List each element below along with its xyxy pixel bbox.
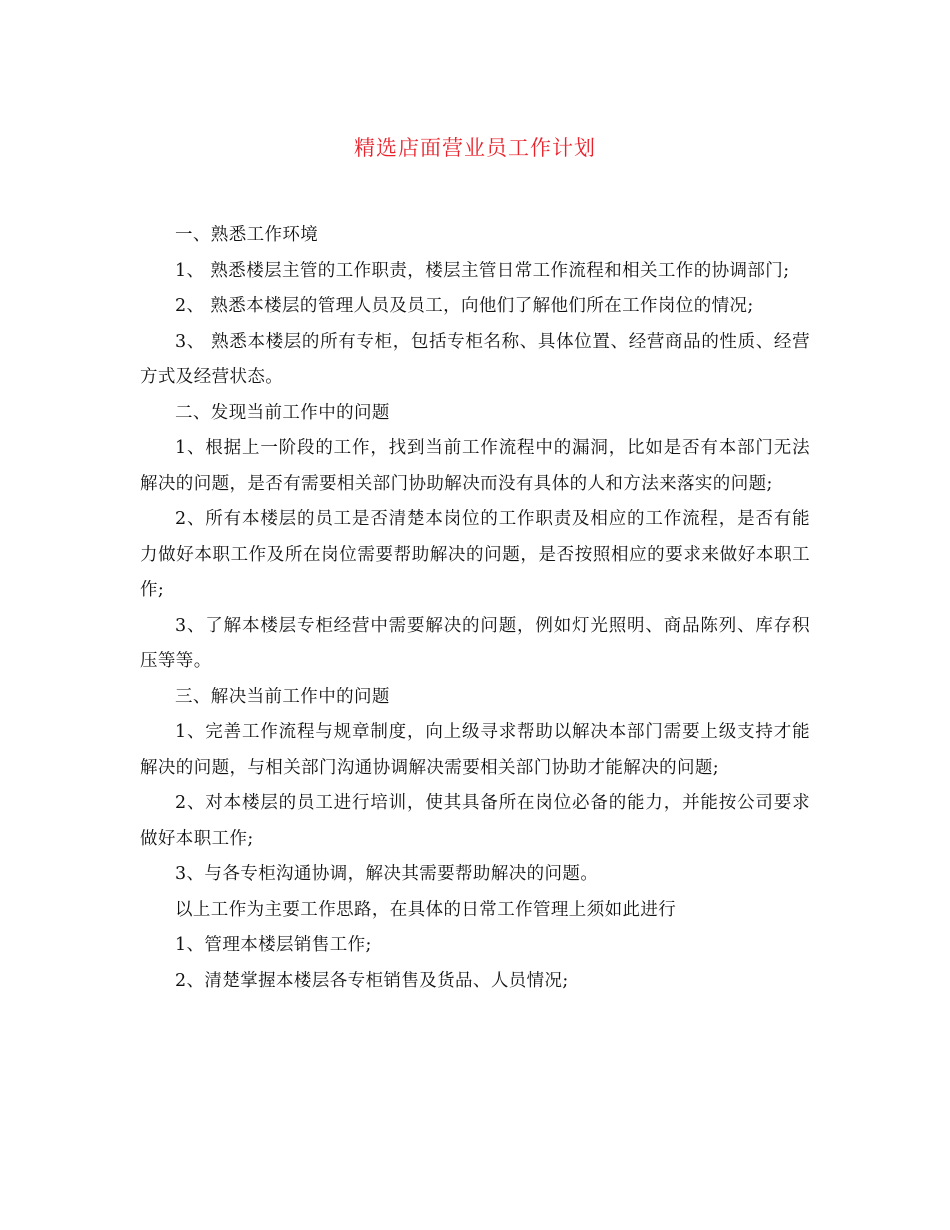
paragraph: 1、 熟悉楼层主管的工作职责，楼层主管日常工作流程和相关工作的协调部门;: [175, 260, 790, 281]
paragraph: 1、完善工作流程与规章制度，向上级寻求帮助以解决本部门需要上级支持才能解决的问题，与相关部门沟通协调解决需要相关部门协助才能解决的问题;: [140, 722, 810, 778]
paragraph: 3、与各专柜沟通协调，解决其需要帮助解决的问题。: [175, 864, 599, 884]
paragraph: 以上工作为主要工作思路，在具体的日常工作管理上须如此进行: [175, 899, 677, 920]
section-heading-1: 一、熟悉工作环境: [175, 225, 319, 245]
section-heading-2: 二、发现当前工作中的问题: [175, 402, 390, 423]
section-heading-3: 三、解决当前工作中的问题: [175, 686, 390, 707]
document-title: 精选店面营业员工作计划: [354, 136, 596, 160]
paragraph: 2、所有本楼层的员工是否清楚本岗位的工作职责及相应的工作流程，是否有能力做好本职工作及所在岗位需要帮助解决的问题，是否按照相应的要求来做好本职工作;: [140, 509, 810, 600]
paragraph: 2、 熟悉本楼层的管理人员及员工，向他们了解他们所在工作岗位的情况;: [175, 296, 754, 316]
paragraph: 3、了解本楼层专柜经营中需要解决的问题，例如灯光照明、商品陈列、库存积压等等。: [140, 615, 810, 671]
paragraph: 1、根据上一阶段的工作，找到当前工作流程中的漏洞，比如是否有本部门无法解决的问题，是否有需要相关部门协助解决而没有具体的人和方法来落实的问题;: [140, 438, 810, 494]
paragraph: 2、清楚掌握本楼层各专柜销售及货品、人员情况;: [175, 970, 569, 991]
paragraph: 1、管理本楼层销售工作;: [175, 935, 372, 955]
document-body: [140, 218, 810, 999]
paragraph: 3、 熟悉本楼层的所有专柜，包括专柜名称、具体位置、经营商品的性质、经营方式及经营状态。: [140, 331, 810, 387]
paragraph: 2、对本楼层的员工进行培训，使其具备所在岗位必备的能力，并能按公司要求做好本职工作;: [140, 793, 810, 849]
